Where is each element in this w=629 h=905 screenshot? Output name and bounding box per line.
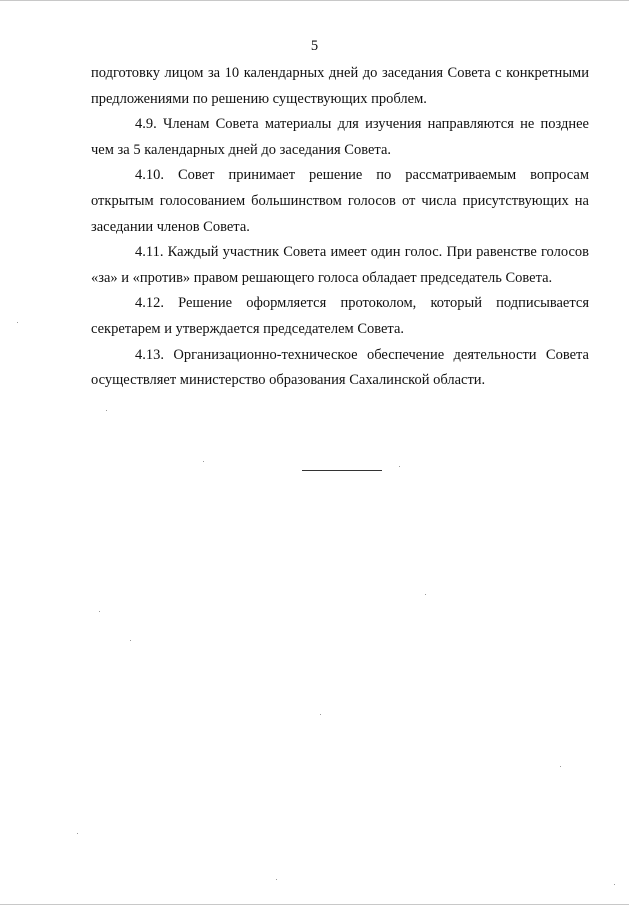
page-number: 5 [310, 38, 319, 54]
scan-speck [425, 594, 426, 595]
page-top-edge [0, 0, 629, 1]
scan-speck [99, 611, 100, 612]
paragraph-continuation: подготовку лицом за 10 календарных дней до заседания Совета с конкретными предложениями по решению существующих проблем. [91, 65, 589, 107]
paragraph-4-9: 4.9. Членам Совета материалы для изучения направляются не позднее чем за 5 календарных дней до заседания Совета. [91, 116, 589, 158]
scan-speck [17, 322, 18, 323]
paragraph-4-10: 4.10. Совет принимает решение по рассматриваемым вопросам открытым голосованием большинством голосов от числа присутствующих на заседании членов Совета. [91, 167, 589, 235]
scan-speck [203, 461, 204, 462]
scan-speck [130, 640, 131, 641]
paragraph-4-13: 4.13. Организационно-техническое обеспечение деятельности Совета осуществляет министерство образования Сахалинской области. [91, 346, 589, 389]
scan-speck [106, 410, 107, 411]
paragraph-4-12: 4.12. Решение оформляется протоколом, который подписывается секретарем и утверждается председателем Совета. [91, 295, 589, 337]
scan-speck [276, 879, 277, 880]
scan-speck [560, 766, 561, 767]
paragraph-4-11: 4.11. Каждый участник Совета имеет один голос. При равенстве голосов «за» и «против» правом решающего голоса обладает председатель Совета. [91, 244, 589, 286]
end-of-text-rule [302, 470, 382, 471]
scan-speck [77, 833, 78, 834]
scan-speck [399, 466, 400, 467]
document-body [91, 61, 589, 394]
scan-speck [320, 714, 321, 715]
scan-speck [614, 884, 615, 885]
